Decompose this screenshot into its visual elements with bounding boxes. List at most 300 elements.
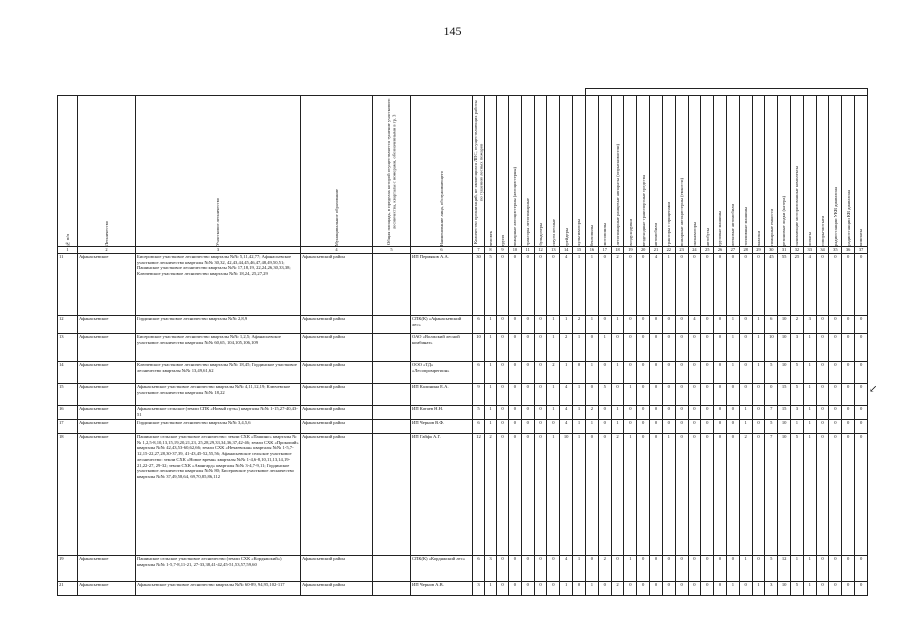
cell-value: 0 [842, 420, 855, 434]
cell-area [373, 254, 411, 316]
cell-value: 2 [611, 434, 624, 556]
cell-value: 0 [855, 406, 868, 420]
cell-value: 0 [637, 406, 650, 420]
header-equipment-col [560, 96, 573, 247]
cell-value: 1 [560, 316, 573, 334]
cell-value: 0 [650, 556, 663, 582]
cell-area [373, 406, 411, 420]
cell-value: 0 [714, 384, 727, 406]
cell-value: 55 [778, 254, 791, 316]
header-equipment-col-text: компасы [858, 229, 864, 246]
header-org-text: Наименование лица, обслуживающего [438, 170, 444, 246]
cell-district: Бисеровское участковое лесничество кварталы №№ 5,11,42,77; Афанасьевское участковое лесничество кварталы №№ 30,32, 42,43,44,45,46,47,48,49,50,51; Пашинское участковое лесничество кварталы №№ 17,18,19, 22,24,26,30,33,38; Ключевское участковое лесничество кварталы №№ 18,24, 25,27,29 [136, 254, 301, 316]
column-number: 10 [509, 247, 522, 254]
cell-value: 0 [701, 406, 714, 420]
header-equipment-col [701, 96, 714, 247]
column-number: 3 [136, 247, 301, 254]
column-number: 17 [598, 247, 611, 254]
fire-equipment-table-sheet [57, 88, 867, 643]
cell-value: 3 [765, 582, 778, 596]
cell-value: 0 [662, 406, 675, 420]
cell-value: 1 [803, 420, 816, 434]
cell-value: 0 [521, 420, 534, 434]
cell-municipality: Афанасьевский район [301, 254, 373, 316]
cell-value: 0 [842, 334, 855, 362]
column-number: 18 [611, 247, 624, 254]
cell-value: 0 [816, 420, 829, 434]
cell-value: 10 [765, 334, 778, 362]
column-number: 25 [701, 247, 714, 254]
cell-value: 1 [803, 334, 816, 362]
cell-value: 2 [560, 334, 573, 362]
cell-area [373, 434, 411, 556]
cell-value: 0 [534, 254, 547, 316]
cell-value: 0 [509, 316, 522, 334]
header-equipment-col [650, 96, 663, 247]
cell-value: 1 [485, 362, 497, 384]
cell-district: Пашинское сельское участковое лесничество: земли СХК «Пашино» кварталы №№ 1,2,5-8,10,13,15,19,20,21,23, 25,28,29,33,34,36,37,42-46; земли СХК «Прокопий» кварталы №№ 42,43,53-60,62,66; земли СХК «Нечаевская» кварталы №№ 1-5,7-12,15-22,27,28,30-37,39, 41-43,45-52,55,56; Афанасьевское сельское участковое лесничество: земли СХК «Новое время» кварталы №№ 1-4,6-8,10,11,13,14,19-21,22-27, 29-32; земли СХК «Авангард» кварталы №№ 3-4,7-9,11; Гординское участковое лесничество кварталы №№ 80; Бисеровское участковое лесничество кварталы №№ 37,49,58,64, 69,70,85,86,112 [136, 434, 301, 556]
cell-value: 0 [598, 362, 611, 384]
cell-value: 0 [688, 362, 701, 384]
cell-value: 1 [573, 434, 586, 556]
cell-value: 0 [650, 316, 663, 334]
header-district-text: Участковое лесничество [215, 198, 221, 246]
header-equipment-col [598, 96, 611, 247]
cell-forestry: Афанасьевское [78, 384, 136, 406]
cell-value: 0 [855, 556, 868, 582]
cell-value: 1 [611, 420, 624, 434]
cell-value: 0 [547, 556, 560, 582]
header-equipment-col-text: грузовые машины [717, 210, 723, 246]
cell-value: 0 [752, 556, 765, 582]
cell-value: 5 [791, 582, 804, 596]
cell-org: ИП Гайфа А.Г. [411, 434, 473, 556]
cell-value: 1 [752, 316, 765, 334]
column-number: 29 [752, 247, 765, 254]
cell-value: 0 [675, 334, 688, 362]
table-row [58, 362, 868, 384]
column-number: 9 [497, 247, 509, 254]
cell-value: 5 [485, 254, 497, 316]
cell-municipality: Афанасьевский район [301, 434, 373, 556]
cell-value: 0 [624, 316, 637, 334]
cell-value: 0 [688, 334, 701, 362]
header-equipment-col [778, 96, 791, 247]
cell-value: 1 [586, 582, 599, 596]
table-row [58, 406, 868, 420]
cell-value: 0 [497, 384, 509, 406]
cell-value: 0 [650, 334, 663, 362]
cell-value: 1 [598, 334, 611, 362]
header-equipment-col-text: мотопомпы [602, 223, 608, 246]
cell-value: 0 [816, 434, 829, 556]
cell-value: 0 [497, 420, 509, 434]
cell-value: 1 [803, 434, 816, 556]
cell-org: ИП Катаев Н.Н. [411, 406, 473, 420]
cell-value: 0 [521, 406, 534, 420]
cell-value: 15 [778, 384, 791, 406]
cell-value: 1 [739, 556, 752, 582]
column-number: 20 [637, 247, 650, 254]
cell-value: 0 [752, 434, 765, 556]
cell-value: 0 [816, 254, 829, 316]
column-number: 14 [560, 247, 573, 254]
cell-value: 1 [485, 420, 497, 434]
column-number: 32 [791, 247, 804, 254]
column-number: 5 [373, 247, 411, 254]
cell-org: ИП Калинина Е.А. [411, 384, 473, 406]
cell-value: 0 [598, 406, 611, 420]
column-number: 13 [547, 247, 560, 254]
cell-value: 0 [816, 582, 829, 596]
cell-value: 0 [650, 362, 663, 384]
cell-value: 0 [509, 420, 522, 434]
cell-value: 0 [675, 384, 688, 406]
cell-area [373, 582, 411, 596]
cell-value: 0 [701, 420, 714, 434]
cell-value: 0 [598, 420, 611, 434]
cell-value: 2 [485, 434, 497, 556]
cell-forestry: Афанасьевское [78, 556, 136, 582]
cell-value: 0 [624, 334, 637, 362]
header-staff-groups [497, 96, 509, 247]
header-equipment-col [752, 96, 765, 247]
cell-value: 0 [675, 406, 688, 420]
cell-value: 0 [509, 362, 522, 384]
cell-value: 4 [688, 316, 701, 334]
header-forces-text: Количество организаций, не являющихся ЛПС, осуществляющих работы по тушению лесных пожаров [473, 100, 484, 244]
cell-value: 0 [726, 420, 739, 434]
cell-value: 4 [560, 406, 573, 420]
cell-value: 0 [637, 316, 650, 334]
header-equipment-col-text: автомобили [653, 223, 659, 246]
column-number: 37 [855, 247, 868, 254]
cell-value: 10 [778, 434, 791, 556]
cell-value: 0 [650, 420, 663, 434]
cell-value: 3 [485, 556, 497, 582]
cell-value: 6 [765, 316, 778, 334]
column-number: 12 [534, 247, 547, 254]
header-equipment-col [688, 96, 701, 247]
column-number: 35 [829, 247, 842, 254]
cell-value: 7 [765, 434, 778, 556]
cell-value: 1 [752, 582, 765, 596]
cell-value: 2 [611, 582, 624, 596]
cell-value: 1 [726, 362, 739, 384]
header-municipality-text: Муниципальное образование [333, 188, 339, 246]
cell-value: 12 [778, 556, 791, 582]
cell-value: 0 [739, 582, 752, 596]
cell-value: 0 [739, 362, 752, 384]
cell-value: 0 [714, 420, 727, 434]
cell-value: 0 [675, 420, 688, 434]
cell-value: 0 [521, 334, 534, 362]
cell-value: 0 [497, 362, 509, 384]
header-staff-groups-text: групп [499, 234, 505, 246]
cell-value: 1 [662, 254, 675, 316]
cell-value: 1 [791, 556, 804, 582]
cell-value: 1 [547, 406, 560, 420]
cell-value: 1 [611, 316, 624, 334]
header-equipment-col [816, 96, 829, 247]
cell-value: 0 [598, 316, 611, 334]
cell-value: 0 [534, 334, 547, 362]
header-equipment-col-text: пожарные автоцистерны (емкости) [678, 177, 684, 246]
header-num [58, 96, 78, 247]
cell-num: 17 [58, 420, 78, 434]
header-equipment-col-text: топоры-мотыги [819, 215, 825, 246]
cell-value: 0 [534, 316, 547, 334]
cell-value: 30 [473, 254, 485, 316]
cell-value: 0 [701, 556, 714, 582]
cell-value: 0 [855, 434, 868, 556]
cell-value: 0 [752, 406, 765, 420]
column-number: 7 [473, 247, 485, 254]
cell-value: 0 [509, 556, 522, 582]
cell-value: 0 [624, 406, 637, 420]
header-equipment-col-text: вездеходные транспортные средства [640, 174, 646, 246]
cell-value: 1 [573, 406, 586, 420]
cell-value: 4 [803, 254, 816, 316]
cell-municipality: Афанасьевский район [301, 384, 373, 406]
cell-value: 1 [573, 254, 586, 316]
cell-num: 19 [58, 556, 78, 582]
cell-area [373, 334, 411, 362]
cell-forestry: Афанасьевское [78, 362, 136, 384]
cell-value: 0 [816, 384, 829, 406]
cell-num: 13 [58, 334, 78, 362]
column-number: 24 [688, 247, 701, 254]
cell-value: 1 [485, 316, 497, 334]
cell-value: 1 [547, 316, 560, 334]
header-equipment-col [765, 96, 778, 247]
cell-value: 0 [765, 384, 778, 406]
cell-value: 2 [573, 316, 586, 334]
header-equipment-col-text: тракторы с прицепами [666, 201, 672, 246]
header-equipment-col-text: тракторы лесопожарные [525, 198, 531, 246]
cell-value: 0 [752, 384, 765, 406]
cell-value: 0 [662, 556, 675, 582]
cell-num: 11 [58, 254, 78, 316]
cell-value: 0 [521, 582, 534, 596]
cell-value: 1 [611, 406, 624, 420]
cell-value: 0 [726, 384, 739, 406]
cell-value: 4 [560, 384, 573, 406]
cell-area [373, 420, 411, 434]
cell-value: 0 [497, 316, 509, 334]
cell-value: 0 [637, 420, 650, 434]
cell-value: 1 [573, 420, 586, 434]
column-number: 22 [662, 247, 675, 254]
header-equipment-col-text: лесопожарные ранцевые аппараты (опрыскиватели) [614, 144, 620, 246]
cell-value: 1 [611, 362, 624, 384]
cell-value: 0 [598, 582, 611, 596]
table-row [58, 420, 868, 434]
cell-value: 5 [473, 406, 485, 420]
cell-value: 0 [842, 384, 855, 406]
cell-value: 0 [675, 362, 688, 384]
cell-forestry: Афанасьевское [78, 420, 136, 434]
cell-value: 0 [662, 316, 675, 334]
table-row [58, 316, 868, 334]
cell-value: 5 [765, 362, 778, 384]
cell-value: 0 [534, 362, 547, 384]
cell-value: 0 [637, 384, 650, 406]
cell-num: 16 [58, 406, 78, 420]
cell-value: 0 [842, 406, 855, 420]
table-row [58, 334, 868, 362]
header-equipment-col [509, 96, 522, 247]
cell-value: 1 [586, 254, 599, 316]
cell-value: 0 [650, 406, 663, 420]
cell-value: 1 [547, 384, 560, 406]
cell-value: 0 [855, 582, 868, 596]
column-number: 33 [803, 247, 816, 254]
cell-value: 0 [573, 362, 586, 384]
cell-value: 10 [473, 334, 485, 362]
header-equipment-col [637, 96, 650, 247]
cell-municipality: Афанасьевский район [301, 316, 373, 334]
cell-value: 0 [739, 384, 752, 406]
cell-value: 0 [688, 582, 701, 596]
column-number: 21 [650, 247, 663, 254]
cell-value: 0 [739, 334, 752, 362]
cell-value: 0 [829, 434, 842, 556]
header-equipment-col [611, 96, 624, 247]
header-equipment-col-text: пожарные емкости [768, 209, 774, 246]
header-equipment-col [521, 96, 534, 247]
header-equipment-col [586, 96, 599, 247]
cell-value: 0 [688, 420, 701, 434]
column-number: 2 [78, 247, 136, 254]
cell-value: 0 [829, 316, 842, 334]
cell-district: Ключевское участковое лесничество кварталы №№ 18,45; Гординское участковое лесничество кварталы №№ 13,49,61,62 [136, 362, 301, 384]
cell-value: 1 [485, 334, 497, 362]
header-forestry-text: Лесничество [103, 220, 109, 246]
cell-value: 5 [791, 362, 804, 384]
header-equipment-col-text: резиновые лодки (катера) [781, 195, 787, 246]
cell-num: 15 [58, 384, 78, 406]
header-equipment-col-text: грейдеры [563, 227, 569, 246]
cell-value: 0 [497, 406, 509, 420]
cell-value: 0 [521, 384, 534, 406]
cell-value: 0 [829, 254, 842, 316]
cell-value: 0 [714, 582, 727, 596]
header-equipment-col [675, 96, 688, 247]
cell-municipality: Афанасьевский район [301, 406, 373, 420]
cell-value: 4 [560, 556, 573, 582]
cell-value: 0 [611, 334, 624, 362]
cell-value: 0 [675, 556, 688, 582]
cell-forestry: Афанасьевское [78, 254, 136, 316]
cell-value: 0 [650, 582, 663, 596]
cell-value: 5 [791, 434, 804, 556]
cell-value: 10 [778, 316, 791, 334]
cell-value: 1 [485, 406, 497, 420]
cell-value: 5 [765, 556, 778, 582]
cell-value: 0 [739, 316, 752, 334]
cell-value: 0 [842, 434, 855, 556]
cell-value: 1 [662, 434, 675, 556]
cell-value: 1 [547, 434, 560, 556]
cell-value: 0 [688, 254, 701, 316]
cell-value: 0 [816, 362, 829, 384]
cell-municipality: Афанасьевский район [301, 556, 373, 582]
cell-value: 0 [752, 420, 765, 434]
cell-value: 1 [485, 582, 497, 596]
header-forestry [78, 96, 136, 247]
cell-value: 0 [573, 582, 586, 596]
cell-municipality: Афанасьевский район [301, 362, 373, 384]
column-number: 36 [842, 247, 855, 254]
header-equipment-col [573, 96, 586, 247]
cell-value: 0 [701, 362, 714, 384]
cell-value: 0 [598, 434, 611, 556]
cell-district: Гординское участковое лесничество кварталы №№ 2,8,9 [136, 316, 301, 334]
header-equipment-col-text: бензопилы [589, 224, 595, 246]
cell-area [373, 384, 411, 406]
cell-value: 2 [791, 316, 804, 334]
table-row [58, 556, 868, 582]
cell-value: 1 [573, 384, 586, 406]
header-equipment-col [726, 96, 739, 247]
cell-value: 0 [662, 334, 675, 362]
header-municipality [301, 96, 373, 247]
column-number: 16 [586, 247, 599, 254]
header-equipment-col-text: бульдозеры [537, 223, 543, 246]
table-row [58, 434, 868, 556]
cell-value: 0 [816, 334, 829, 362]
cell-org: ИП Пермяков А.А. [411, 254, 473, 316]
cell-area [373, 362, 411, 384]
header-staff-all-text: человек [487, 230, 493, 246]
cell-value: 4 [560, 420, 573, 434]
cell-value: 0 [662, 420, 675, 434]
cell-district: Пашинское сельское участковое лесничество (земли СХК «Кордяжский») кварталы №№ 1-5,7-8,11-21, 27-33,38,41-42,45-51,53,57,59,60 [136, 556, 301, 582]
cell-value: 0 [842, 362, 855, 384]
header-blank [58, 89, 586, 96]
header-org [411, 96, 473, 247]
cell-value: 0 [688, 434, 701, 556]
cell-value: 1 [803, 406, 816, 420]
cell-value: 6 [473, 316, 485, 334]
cell-value: 0 [842, 556, 855, 582]
cell-value: 0 [688, 406, 701, 420]
cell-value: 0 [829, 362, 842, 384]
cell-value: 1 [803, 582, 816, 596]
cell-value: 0 [726, 434, 739, 556]
cell-municipality: Афанасьевский район [301, 420, 373, 434]
cell-value: 0 [637, 434, 650, 556]
cell-forestry: Афанасьевское [78, 316, 136, 334]
cell-value: 0 [675, 582, 688, 596]
cell-value: 1 [726, 582, 739, 596]
column-number: 26 [714, 247, 727, 254]
cell-value: 1 [791, 420, 804, 434]
margin-tick-mark: ↙ [869, 384, 878, 395]
cell-value: 0 [586, 384, 599, 406]
cell-forestry: Афанасьевское [78, 434, 136, 556]
column-number: 6 [411, 247, 473, 254]
cell-value: 1 [803, 362, 816, 384]
header-equipment-col [791, 96, 804, 247]
header-equipment-col-text: радиостанции УКВ диапазона [832, 186, 838, 246]
cell-value: 0 [509, 434, 522, 556]
cell-value: 1 [547, 334, 560, 362]
cell-value: 0 [497, 556, 509, 582]
column-number: 28 [739, 247, 752, 254]
cell-value: 1 [573, 556, 586, 582]
